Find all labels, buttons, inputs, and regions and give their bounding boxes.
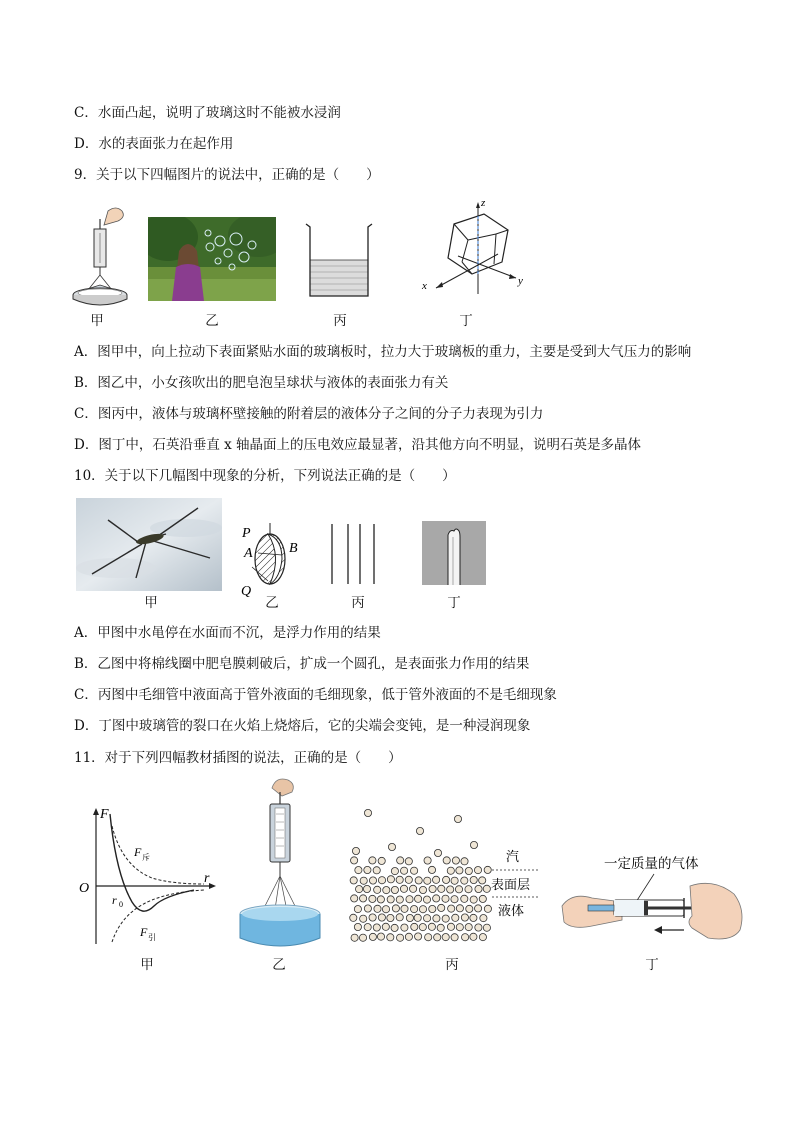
q9-caption-ding: 丁 [459,313,473,329]
liquid-molecule [424,857,431,864]
liquid-molecule [475,885,482,892]
liquid-molecule [369,914,376,921]
liquid-molecule [433,876,440,883]
liquid-molecule [396,876,403,883]
q9-fig-jia-spring-scale [70,205,130,307]
liquid-molecule [424,877,431,884]
q10-caption-bing: 丙 [351,595,365,611]
liquid-molecule [434,934,441,941]
liquid-molecule [392,905,399,912]
liquid-molecule [461,858,468,865]
liquid-molecule [387,896,394,903]
liquid-molecule [480,915,487,922]
liquid-molecule [387,934,394,941]
liquid-molecule [411,923,418,930]
q10-option-c: C．丙图中毛细管中液面高于管外液面的毛细现象，低于管外液面的不是毛细现象 [74,687,557,703]
liquid-molecule [363,885,370,892]
liquid-molecule [351,934,358,941]
liquid-molecule [382,906,389,913]
liquid-molecule [470,896,477,903]
liquid-molecule [414,914,421,921]
liquid-molecule [456,867,463,874]
liquid-molecule [451,877,458,884]
liquid-molecule [425,934,432,941]
q9-fig-yi-bubbles-photo [148,217,276,301]
liquid-molecule [483,885,490,892]
liquid-molecule [391,868,398,875]
q8-option-c: C．水面凸起，说明了玻璃这时不能被水浸润 [74,105,341,121]
q10-fig-ding-glass-tube [422,521,486,585]
liquid-molecule [437,924,444,931]
liquid-molecule [383,887,390,894]
q11-caption-jia: 甲 [140,957,154,973]
q10-fig-yi-soap-film-loop [238,521,308,599]
liquid-molecule [433,915,440,922]
q10-stem: 10．关于以下几幅图中现象的分析，下列说法正确的是（ ） [74,468,456,484]
q10-fig-bing-capillary-tubes [328,522,380,586]
liquid-molecule [406,914,413,921]
q11-caption-ding: 丁 [645,957,659,973]
liquid-molecule [374,886,381,893]
liquid-molecule [442,895,449,902]
layer-label-vapor: 汽 [506,849,520,864]
liquid-molecule [443,876,450,883]
liquid-molecule [484,866,491,873]
q11-caption-bing: 丙 [445,957,459,973]
liquid-molecule [354,923,361,930]
axis-label-z: z [481,197,486,209]
liquid-molecule [423,896,430,903]
liquid-molecule [382,923,389,930]
q11-fig-jia-force-graph [76,800,222,950]
liquid-molecule [373,867,380,874]
liquid-molecule [401,905,408,912]
q10-option-b: B．乙图中将棉线圈中肥皂膜刺破后，扩成一个圆孔，是表面张力作用的结果 [74,656,530,672]
liquid-molecule [364,905,371,912]
liquid-molecule [356,886,363,893]
liquid-molecule [401,924,408,931]
liquid-molecule [350,914,357,921]
liquid-molecule [424,915,431,922]
vapor-molecule [364,809,371,816]
graph-label-origin: O [79,881,90,896]
q9-caption-jia: 甲 [90,313,104,329]
liquid-molecule [443,857,450,864]
liquid-molecule [360,895,367,902]
liquid-molecule [433,895,440,902]
liquid-molecule [465,886,472,893]
liquid-molecule [438,885,445,892]
liquid-molecule [419,924,426,931]
liquid-molecule [442,934,449,941]
liquid-molecule [456,924,463,931]
liquid-molecule [479,895,486,902]
liquid-molecule [401,867,408,874]
vapor-molecule [352,847,359,854]
q10-caption-ding: 丁 [447,595,461,611]
liquid-molecule [447,886,454,893]
liquid-molecule [465,924,472,931]
liquid-molecule [377,933,384,940]
liquid-molecule [470,914,477,921]
liquid-molecule [406,896,413,903]
liquid-molecule [438,904,445,911]
liquid-molecule [350,877,357,884]
liquid-molecule [419,906,426,913]
liquid-molecule [479,877,486,884]
liquid-molecule [351,895,358,902]
liquid-molecule [355,867,362,874]
q10-option-d: D．丁图中玻璃管的裂口在火焰上烧熔后，它的尖端会变钝，是一种浸润现象 [74,718,531,734]
liquid-molecule [411,906,418,913]
liquid-molecule [378,914,385,921]
liquid-molecule [451,934,458,941]
liquid-molecule [391,886,398,893]
q9-caption-yi: 乙 [205,313,219,329]
liquid-molecule [415,877,422,884]
liquid-molecule [378,857,385,864]
liquid-molecule [359,934,366,941]
liquid-molecule [396,896,403,903]
liquid-molecule [474,867,481,874]
graph-label-f: F [100,807,109,822]
liquid-molecule [475,924,482,931]
liquid-molecule [428,923,435,930]
liquid-molecule [391,924,398,931]
liquid-molecule [387,876,394,883]
loop-label-b: B [289,541,298,556]
graph-label-r0: r [112,893,117,907]
liquid-molecule [461,895,468,902]
liquid-molecule [484,905,491,912]
liquid-molecule [405,876,412,883]
liquid-molecule [364,924,371,931]
q9-fig-ding-quartz-crystal [418,196,530,300]
liquid-molecule [451,896,458,903]
liquid-molecule [396,914,403,921]
liquid-molecule [448,905,455,912]
liquid-molecule [442,915,449,922]
q10-caption-jia: 甲 [144,595,158,611]
liquid-molecule [461,877,468,884]
q11-caption-yi: 乙 [272,957,286,973]
vapor-molecule [454,815,461,822]
liquid-molecule [455,886,462,893]
liquid-molecule [400,885,407,892]
liquid-molecule [405,858,412,865]
q10-option-a: A．甲图中水黾停在水面而不沉，是浮力作用的结果 [74,625,381,641]
q9-option-b: B．图乙中，小女孩吹出的肥皂泡呈球状与液体的表面张力有关 [74,375,449,391]
q11-fig-ding-syringe [558,850,748,948]
loop-label-q: Q [241,584,252,599]
vapor-molecule [434,849,441,856]
liquid-molecule [374,905,381,912]
vapor-molecule [470,841,477,848]
q9-caption-bing: 丙 [333,313,347,329]
liquid-molecule [360,915,367,922]
liquid-molecule [411,867,418,874]
liquid-molecule [475,905,482,912]
liquid-molecule [387,914,394,921]
liquid-molecule [447,923,454,930]
liquid-molecule [447,867,454,874]
liquid-molecule [461,914,468,921]
liquid-molecule [369,895,376,902]
liquid-molecule [419,886,426,893]
liquid-molecule [405,933,412,940]
liquid-molecule [373,924,380,931]
liquid-molecule [428,866,435,873]
liquid-molecule [369,877,376,884]
liquid-molecule [377,896,384,903]
graph-label-f-attractive: F [140,925,148,939]
liquid-molecule [452,914,459,921]
liquid-molecule [378,877,385,884]
q9-option-d: D．图丁中，石英沿垂直 x 轴晶面上的压电效应最显著，沿其他方向不明显，说明石英是多晶体 [74,437,642,453]
liquid-molecule [466,905,473,912]
q11-fig-bing-molecule-layers [348,805,542,945]
q9-fig-bing-beaker [302,222,376,300]
axis-label-x: x [422,280,427,292]
q11-fig-yi-spring-scale-basin [238,776,322,950]
layer-label-surface: 表面层 [491,877,531,892]
liquid-molecule [429,885,436,892]
liquid-molecule [465,867,472,874]
q10-caption-yi: 乙 [265,595,279,611]
syringe-label: 一定质量的气体 [604,856,699,871]
graph-label-f-repulsive-sub: 斥 [142,853,150,862]
vapor-molecule [416,827,423,834]
q9-stem: 9．关于以下四幅图片的说法中，正确的是（ ） [74,167,380,183]
liquid-molecule [360,877,367,884]
liquid-molecule [397,857,404,864]
liquid-molecule [429,905,436,912]
q9-option-a: A．图甲中，向上拉动下表面紧贴水面的玻璃板时，拉力大于玻璃板的重力，主要是受到大气压力的影响 [74,344,692,360]
liquid-molecule [479,934,486,941]
liquid-molecule [470,933,477,940]
liquid-molecule [369,933,376,940]
liquid-molecule [456,905,463,912]
graph-label-r0-sub: 0 [119,900,123,909]
liquid-molecule [452,857,459,864]
loop-label-a: A [244,546,253,561]
liquid-molecule [415,895,422,902]
layer-label-liquid: 液体 [498,903,525,918]
liquid-molecule [364,866,371,873]
liquid-molecule [483,924,490,931]
liquid-molecule [351,857,358,864]
q8-option-d: D．水的表面张力在起作用 [74,136,234,152]
liquid-molecule [410,885,417,892]
graph-label-f-repulsive: F [134,845,142,859]
loop-label-p: P [242,526,251,541]
q9-option-c: C．图丙中，液体与玻璃杯壁接触的附着层的液体分子之间的分子力表现为引力 [74,406,544,422]
q11-stem: 11．对于下列四幅教材插图的说法，正确的是（ ） [74,750,402,766]
liquid-molecule [470,876,477,883]
axis-label-y: y [518,275,523,287]
q10-fig-jia-water-strider-photo [76,498,222,591]
graph-label-r: r [204,871,210,886]
liquid-molecule [415,933,422,940]
graph-label-f-attractive-sub: 引 [148,933,156,942]
liquid-molecule [462,934,469,941]
vapor-molecule [388,843,395,850]
liquid-molecule [369,857,376,864]
liquid-molecule [354,906,361,913]
liquid-molecule [397,934,404,941]
